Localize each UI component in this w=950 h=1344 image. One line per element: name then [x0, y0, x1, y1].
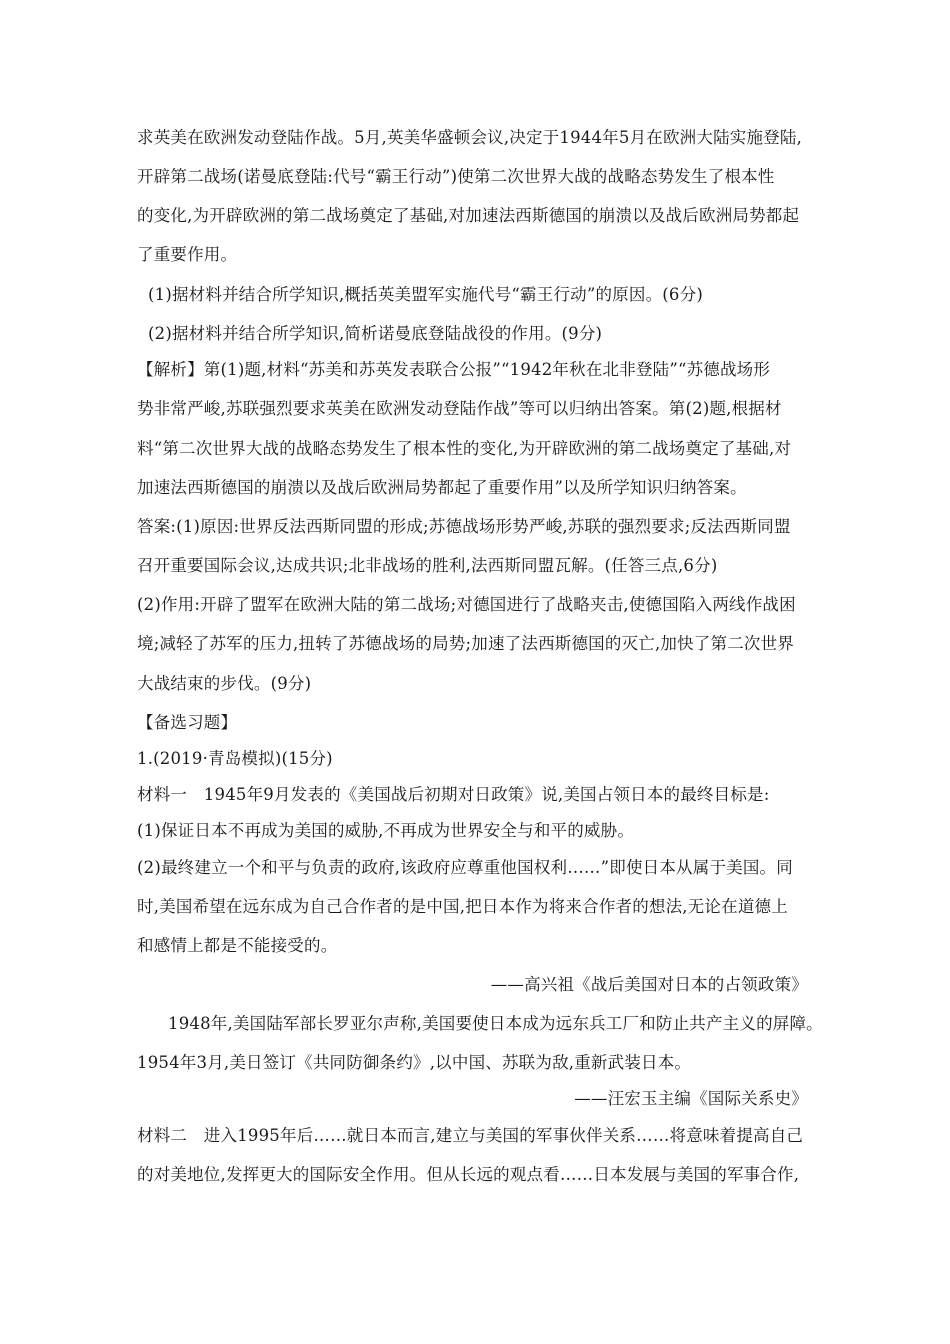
analysis-line: 加速法西斯德国的崩溃以及战后欧洲局势都起了重要作用”以及所学知识归纳答案。	[137, 478, 747, 497]
answer-line: 召开重要国际会议,达成共识;北非战场的胜利,法西斯同盟瓦解。(任答三点,6分)	[137, 556, 718, 575]
material-line: 材料一 1945年9月发表的《美国战后初期对日政策》说,美国占领日本的最终目标是:	[137, 785, 770, 804]
material-line: 材料二 进入1995年后……就日本而言,建立与美国的军事伙伴关系……将意味着提高自己	[137, 1126, 804, 1145]
material-line: 1948年,美国陆军部长罗亚尔声称,美国要使日本成为远东兵工厂和防止共产主义的屏障。	[168, 1014, 823, 1033]
material-line: 和感情上都是不能接受的。	[137, 936, 338, 955]
paragraph-line: 开辟第二战场(诺曼底登陆:代号“霸王行动”)使第二次世界大战的战略态势发生了根本性	[137, 167, 775, 186]
answer-line: (2)作用:开辟了盟军在欧洲大陆的第二战场;对德国进行了战略夹击,使德国陷入两线作战困	[137, 595, 796, 614]
citation: ——高兴祖《战后美国对日本的占领政策》	[490, 975, 808, 994]
material-line: 时,美国希望在远东成为自己合作者的是中国,把日本作为将来合作者的想法,无论在道德上	[137, 897, 788, 916]
question-1: (1)据材料并结合所学知识,概括英美盟军实施代号“霸王行动”的原因。(6分)	[148, 285, 703, 304]
analysis-line: 料“第二次世界大战的战略态势发生了根本性的变化,为开辟欧洲的第二战场奠定了基础,对	[137, 439, 792, 458]
paragraph-line: 了重要作用。	[137, 245, 238, 264]
material-line: 1954年3月,美日签订《共同防御条约》,以中国、苏联为敌,重新武装日本。	[137, 1053, 692, 1072]
material-line: (2)最终建立一个和平与负责的政府,该政府应尊重他国权利……”即使日本从属于美国。同	[137, 858, 793, 877]
material-line: 的对美地位,发挥更大的国际安全作用。但从长远的观点看……日本发展与美国的军事合作,	[137, 1165, 800, 1184]
paragraph-line: 的变化,为开辟欧洲的第二战场奠定了基础,对加速法西斯德国的崩溃以及战后欧洲局势都起	[137, 206, 800, 225]
answer-line: 境;减轻了苏军的压力,扭转了苏德战场的局势;加速了法西斯德国的灭亡,加快了第二次世界	[137, 634, 795, 653]
material-line: (1)保证日本不再成为美国的威胁,不再成为世界安全与和平的威胁。	[137, 821, 635, 840]
citation: ——汪宏玉主编《国际关系史》	[574, 1089, 808, 1108]
paragraph-line: 求英美在欧洲发动登陆作战。5月,英美华盛顿会议,决定于1944年5月在欧洲大陆实施登陆,	[137, 128, 803, 147]
analysis-line: 势非常严峻,苏联强烈要求英美在欧洲发动登陆作战”等可以归纳出答案。第(2)题,根据材	[137, 399, 782, 418]
analysis-line: 【解析】第(1)题,材料“苏美和苏英发表联合公报”“1942年秋在北非登陆”“苏德战场形	[137, 360, 771, 379]
answer-line: 答案:(1)原因:世界反法西斯同盟的形成;苏德战场形势严峻,苏联的强烈要求;反法西斯同盟	[137, 517, 791, 536]
section-heading: 【备选习题】	[137, 713, 238, 732]
question-heading: 1.(2019·青岛模拟)(15分)	[137, 749, 333, 768]
answer-line: 大战结束的步伐。(9分)	[137, 674, 312, 693]
question-2: (2)据材料并结合所学知识,简析诺曼底登陆战役的作用。(9分)	[148, 324, 603, 343]
